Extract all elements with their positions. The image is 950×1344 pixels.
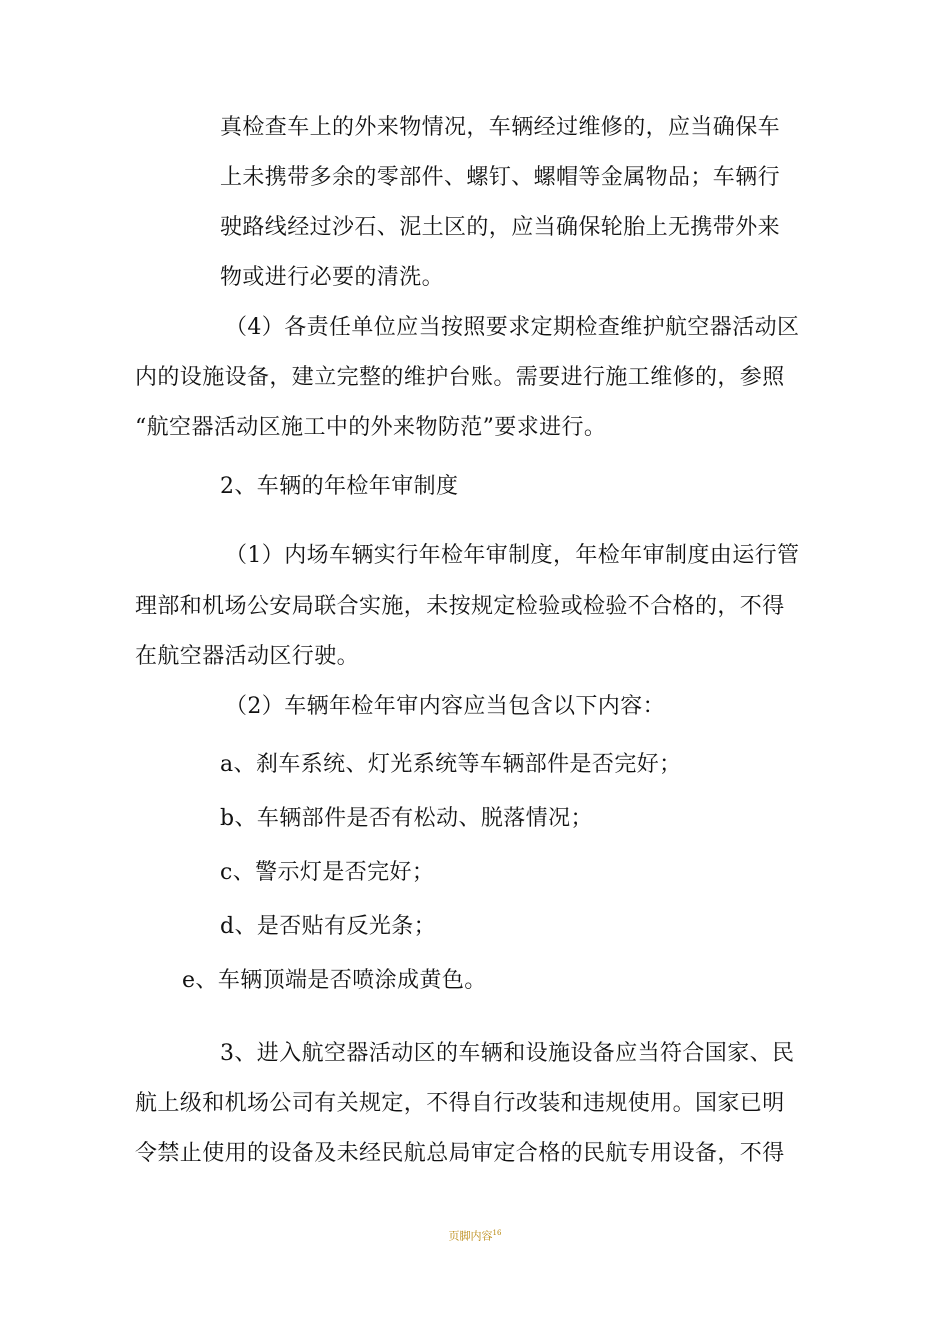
list-item: d、是否贴有反光条； [220,914,437,939]
page-footer [0,1226,950,1244]
text-line: 理部和机场公安局联合实施，未按规定检验或检验不合格的，不得 [135,594,785,619]
section-heading: 2、车辆的年检年审制度 [220,474,459,499]
text-line: （2）车辆年检年审内容应当包含以下内容： [225,694,665,719]
footer-page-number: 16 [492,1229,502,1237]
text-line: 真检查车上的外来物情况，车辆经过维修的，应当确保车 [220,115,781,140]
text-line: （4）各责任单位应当按照要求定期检查维护航空器活动区 [225,315,800,340]
text-line: 3、进入航空器活动区的车辆和设施设备应当符合国家、民 [220,1041,795,1066]
text-line: 内的设施设备，建立完整的维护台账。需要进行施工维修的，参照 [135,365,785,390]
list-item: b、车辆部件是否有松动、脱落情况； [220,806,593,831]
text-line: 驶路线经过沙石、泥土区的，应当确保轮胎上无携带外来 [220,215,781,240]
list-item: a、刹车系统、灯光系统等车辆部件是否完好； [220,752,682,777]
list-item: c、警示灯是否完好； [220,860,435,885]
list-item: e、车辆顶端是否喷涂成黄色。 [182,968,487,993]
text-line: 上未携带多余的零部件、螺钉、螺帽等金属物品；车辆行 [220,165,781,190]
text-line: “航空器活动区施工中的外来物防范”要求进行。 [135,415,607,440]
text-line: （1）内场车辆实行年检年审制度，年检年审制度由运行管 [225,543,800,568]
footer-label: 页脚内容 [448,1229,493,1243]
text-line: 在航空器活动区行驶。 [135,644,360,669]
text-line: 令禁止使用的设备及未经民航总局审定合格的民航专用设备，不得 [135,1141,785,1166]
text-line: 物或进行必要的清洗。 [220,265,445,290]
text-line: 航上级和机场公司有关规定，不得自行改装和违规使用。国家已明 [135,1091,785,1116]
